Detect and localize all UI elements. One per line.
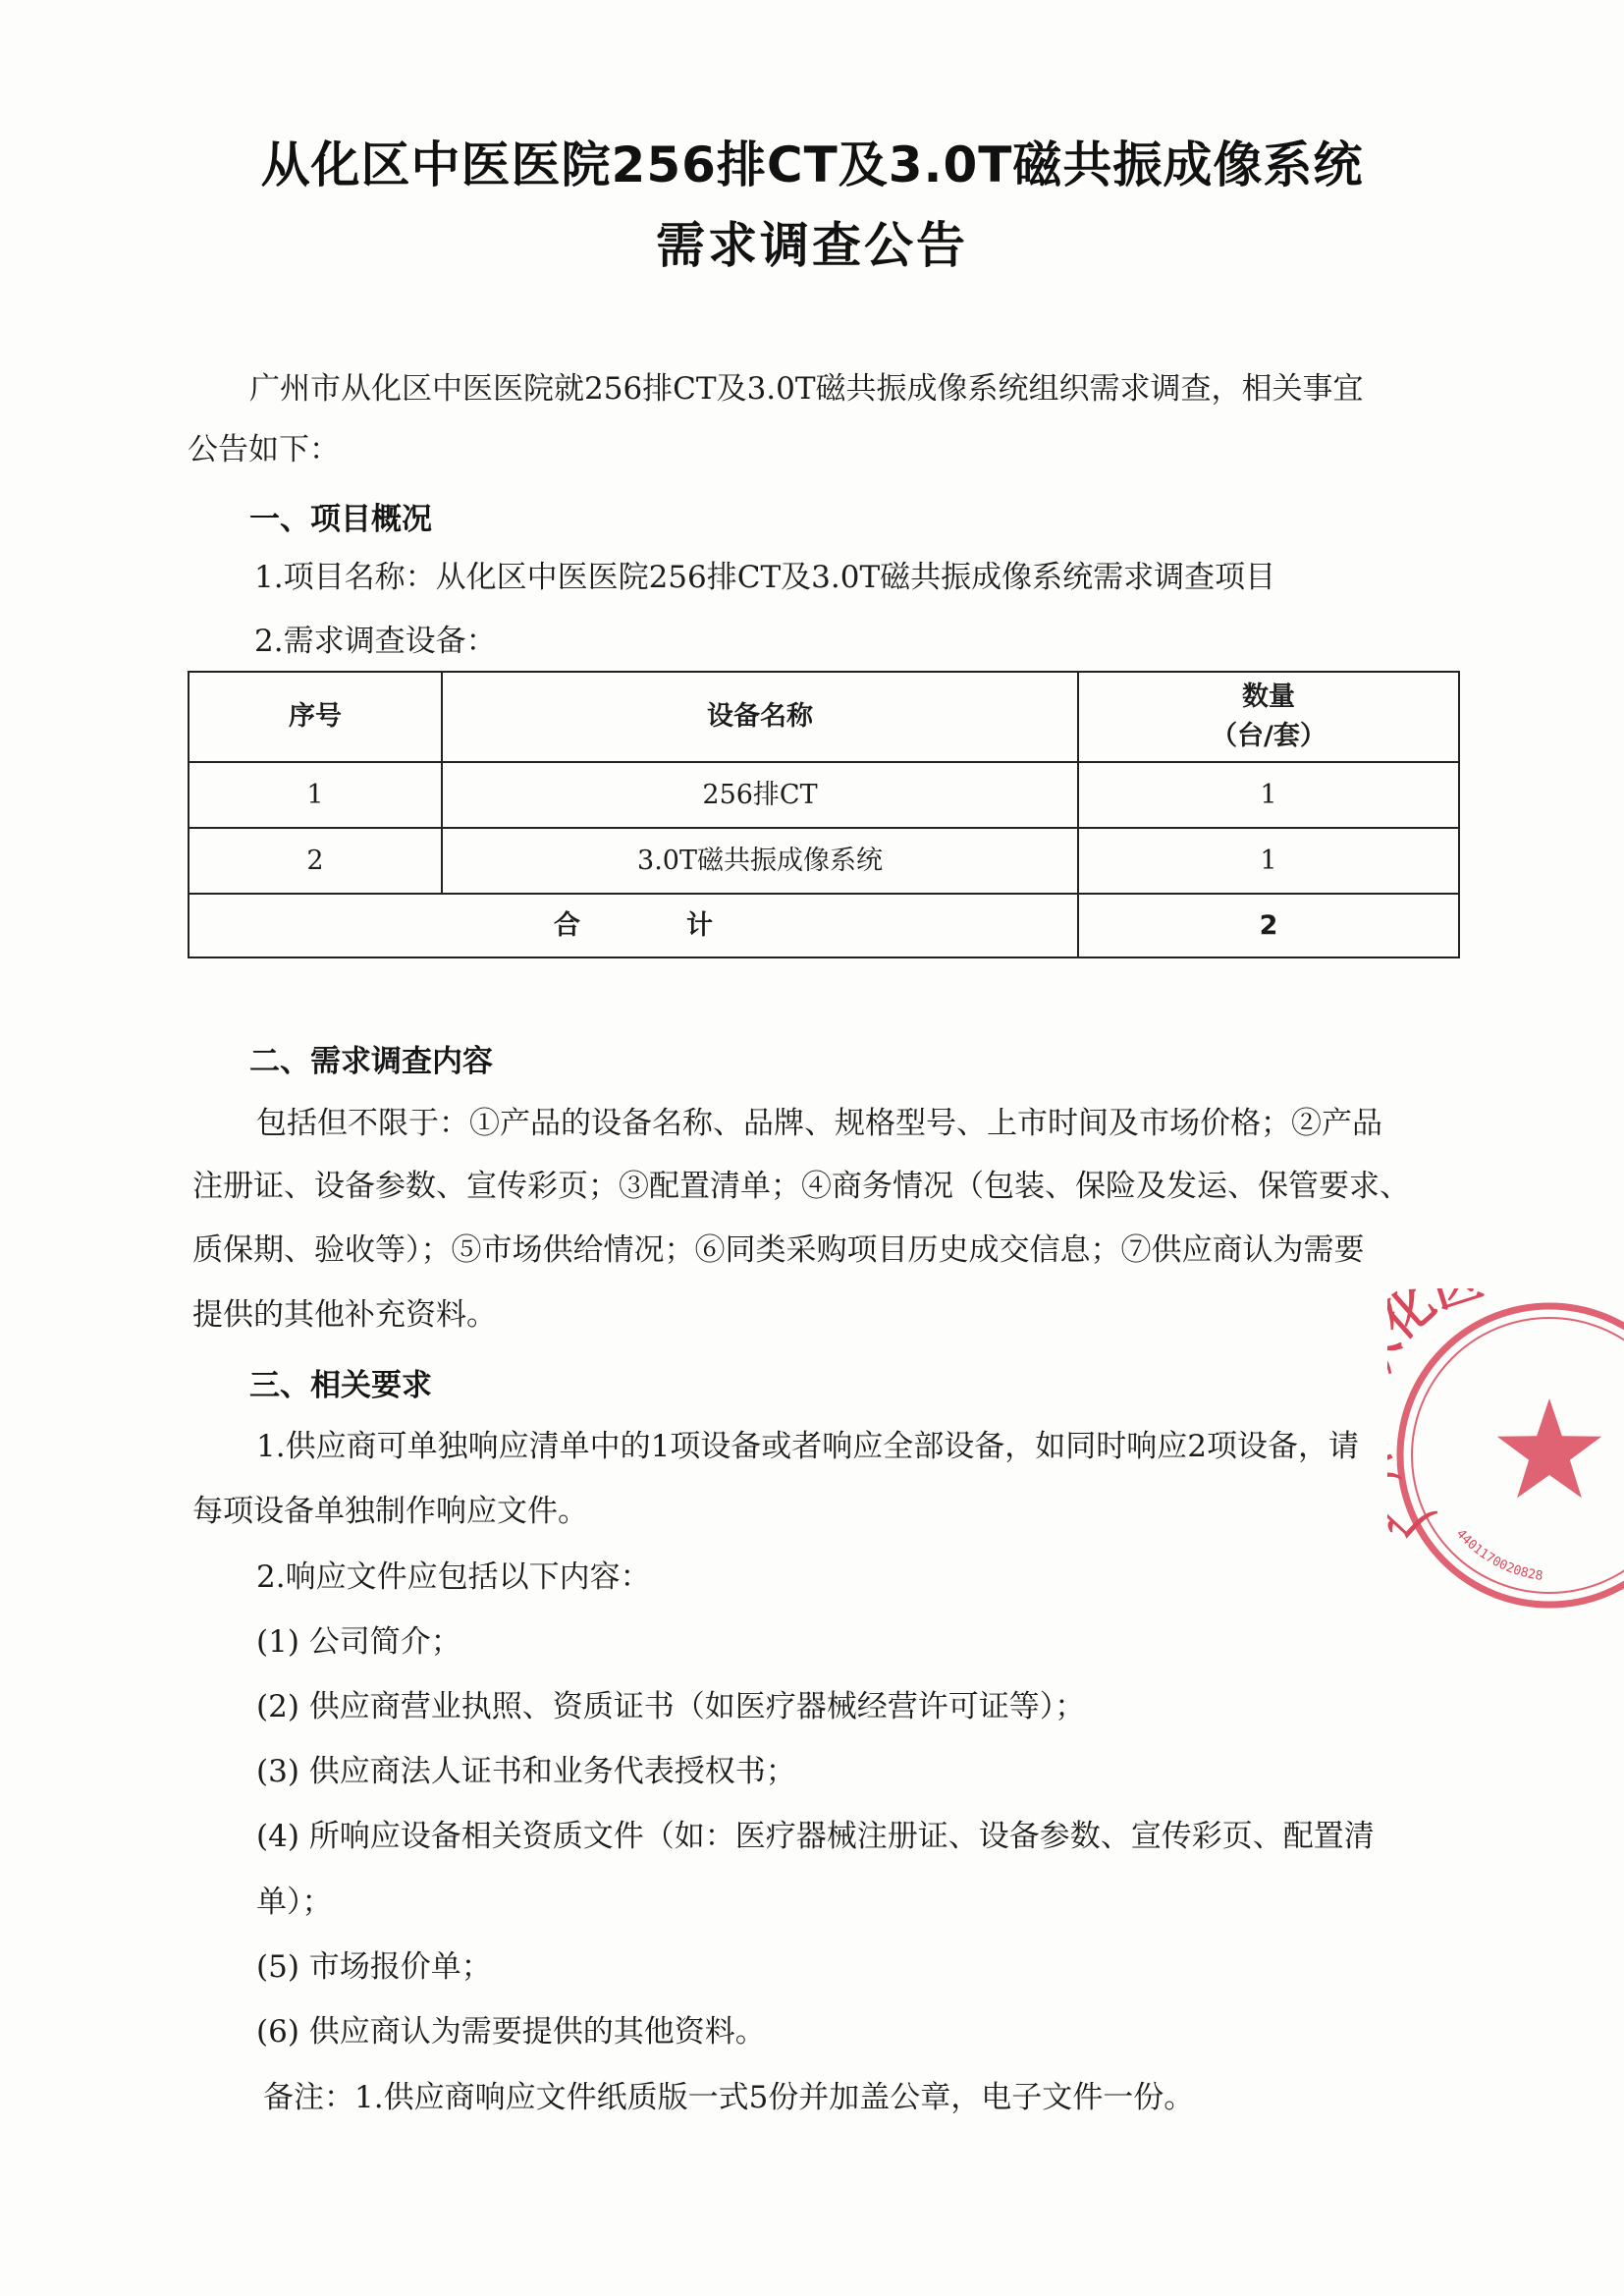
section2-line: 提供的其他补充资料。: [192, 1297, 497, 1333]
header-qty-line2: （台/套）: [1211, 721, 1326, 751]
doc-item: (2) 供应商营业执照、资质证书（如医疗器械经营许可证等）；: [256, 1689, 1086, 1724]
equipment-table: [188, 671, 1460, 958]
doc-item: (5) 市场报价单；: [256, 1949, 492, 1985]
doc-item: 单）；: [256, 1885, 333, 1920]
seal-code: 4401170020828: [1452, 1526, 1544, 1584]
project-name-line: 1.项目名称：从化区中医医院256排CT及3.0T磁共振成像系统需求调查项目: [254, 560, 1276, 595]
requirement1-line2: 每项设备单独制作响应文件。: [192, 1494, 588, 1529]
seal-ring: [1400, 1306, 1624, 1605]
row1-qty: 1: [1260, 779, 1277, 810]
requirement1-line1: 1.供应商可单独响应清单中的1项设备或者响应全部设备，如同时响应2项设备，请: [256, 1429, 1360, 1464]
header-no: 序号: [289, 701, 342, 732]
total-qty: 2: [1259, 909, 1278, 941]
section2-heading: 二、需求调查内容: [249, 1044, 493, 1079]
doc-item: (3) 供应商法人证书和业务代表授权书；: [256, 1754, 796, 1789]
doc-item: (1) 公司简介；: [256, 1624, 461, 1660]
doc-item: (6) 供应商认为需要提供的其他资料。: [256, 2014, 766, 2050]
section3-heading: 三、相关要求: [249, 1368, 432, 1403]
row1-name: 256排CT: [702, 779, 818, 810]
intro-line2: 公告如下：: [188, 432, 340, 467]
row2-no: 2: [306, 845, 324, 876]
section2-line: 质保期、验收等）；⑤市场供给情况；⑥同类采购项目历史成交信息；⑦供应商认为需要: [192, 1232, 1365, 1268]
section2-line: 包括但不限于：①产品的设备名称、品牌、规格型号、上市时间及市场价格；②产品: [256, 1106, 1382, 1141]
header-qty: [1079, 673, 1458, 761]
row2-name: 3.0T磁共振成像系统: [637, 845, 883, 876]
requirement2: 2.响应文件应包括以下内容：: [256, 1559, 651, 1595]
doc-item: (4) 所响应设备相关资质文件（如：医疗器械注册证、设备参数、宣传彩页、配置清: [256, 1819, 1375, 1854]
equipment-label: 2.需求调查设备：: [254, 624, 497, 659]
total-label: 合 计: [554, 909, 713, 941]
seal-inner-ring: [1412, 1318, 1624, 1593]
star-icon: [1497, 1398, 1602, 1498]
document-title-line2: 需求调查公告: [656, 217, 968, 274]
intro-line1: 广州市从化区中医医院就256排CT及3.0T磁共振成像系统组织需求调查，相关事宜: [249, 371, 1364, 407]
header-qty-line1: 数量: [1242, 682, 1295, 712]
document-title-line1: 从化区中医医院256排CT及3.0T磁共振成像系统: [260, 137, 1364, 193]
row1-no: 1: [306, 779, 324, 810]
note-line: 备注：1.供应商响应文件纸质版一式5份并加盖公章，电子文件一份。: [263, 2080, 1195, 2115]
section1-heading: 一、项目概况: [249, 502, 432, 537]
row2-qty: 1: [1260, 845, 1277, 876]
section2-line: 注册证、设备参数、宣传彩页；③配置清单；④商务情况（包装、保险及发运、保管要求、: [192, 1169, 1410, 1204]
header-name: 设备名称: [707, 701, 813, 732]
official-seal: [1387, 1288, 1624, 1613]
seal-graphic: [1387, 1288, 1624, 1613]
